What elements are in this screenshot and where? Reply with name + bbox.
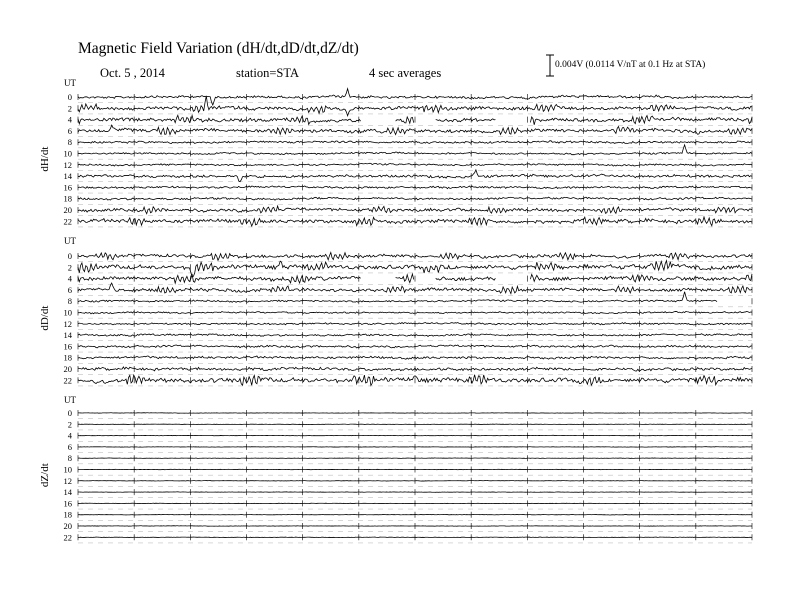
trace-line — [78, 145, 752, 155]
hour-tick-label: 8 — [67, 453, 72, 464]
trace-line — [78, 537, 752, 538]
hour-tick-label: 18 — [63, 193, 72, 204]
hour-tick-label: 0 — [67, 408, 72, 418]
date-label: Oct. 5 , 2014 — [100, 66, 165, 80]
hour-tick-label: 10 — [63, 148, 72, 159]
hour-tick-label: 4 — [67, 430, 72, 441]
hour-tick-label: 10 — [63, 464, 72, 475]
hour-tick-label: 4 — [67, 273, 72, 284]
trace-line — [78, 526, 752, 527]
hour-tick-label: 22 — [63, 375, 72, 386]
trace-line — [78, 503, 752, 504]
hour-tick-label: 2 — [67, 262, 72, 273]
hour-tick-label: 8 — [67, 296, 72, 307]
hour-tick-label: 14 — [63, 330, 72, 341]
scale-label: 0.004V (0.0114 V/nT at 0.1 Hz at STA) — [555, 60, 706, 70]
hour-tick-label: 6 — [67, 284, 72, 295]
station-label: station=STA — [236, 66, 299, 80]
hour-tick-label: 16 — [63, 498, 72, 509]
panel-axis-label: dD/dt — [39, 305, 51, 331]
trace-line — [78, 492, 752, 493]
hour-tick-label: 12 — [63, 159, 72, 170]
panel-time-label: UT — [64, 78, 76, 88]
chart-title: Magnetic Field Variation (dH/dt,dD/dt,dZ/dt) — [78, 40, 359, 57]
hour-tick-label: 0 — [67, 251, 72, 261]
hour-tick-label: 16 — [63, 182, 72, 193]
hour-tick-label: 4 — [67, 114, 72, 125]
trace-line — [78, 458, 752, 459]
panel-time-label: UT — [64, 395, 76, 405]
trace-line — [78, 292, 717, 303]
hour-tick-label: 20 — [63, 205, 72, 215]
trace-line — [78, 435, 752, 436]
hour-tick-label: 20 — [63, 364, 72, 374]
hour-tick-label: 14 — [63, 487, 72, 498]
hour-tick-label: 12 — [63, 318, 72, 329]
panel-axis-label: dZ/dt — [39, 463, 51, 488]
hour-tick-label: 10 — [63, 307, 72, 318]
hour-tick-label: 8 — [67, 137, 72, 148]
hour-tick-label: 12 — [63, 475, 72, 486]
hour-tick-label: 2 — [67, 419, 72, 430]
hour-tick-label: 18 — [63, 352, 72, 363]
hour-tick-label: 6 — [67, 441, 72, 452]
trace-line — [78, 170, 752, 182]
hour-tick-label: 14 — [63, 171, 72, 182]
trace-line — [78, 413, 752, 414]
hour-tick-label: 22 — [63, 532, 72, 543]
hour-tick-label: 18 — [63, 509, 72, 520]
panel-time-label: UT — [64, 236, 76, 246]
averaging-label: 4 sec averages — [369, 66, 442, 80]
hour-tick-label: 2 — [67, 103, 72, 114]
hour-tick-label: 20 — [63, 521, 72, 531]
hour-tick-label: 16 — [63, 341, 72, 352]
hour-tick-label: 0 — [67, 92, 72, 102]
hour-tick-label: 6 — [67, 125, 72, 136]
panel-axis-label: dH/dt — [39, 146, 51, 172]
hour-tick-label: 22 — [63, 216, 72, 227]
